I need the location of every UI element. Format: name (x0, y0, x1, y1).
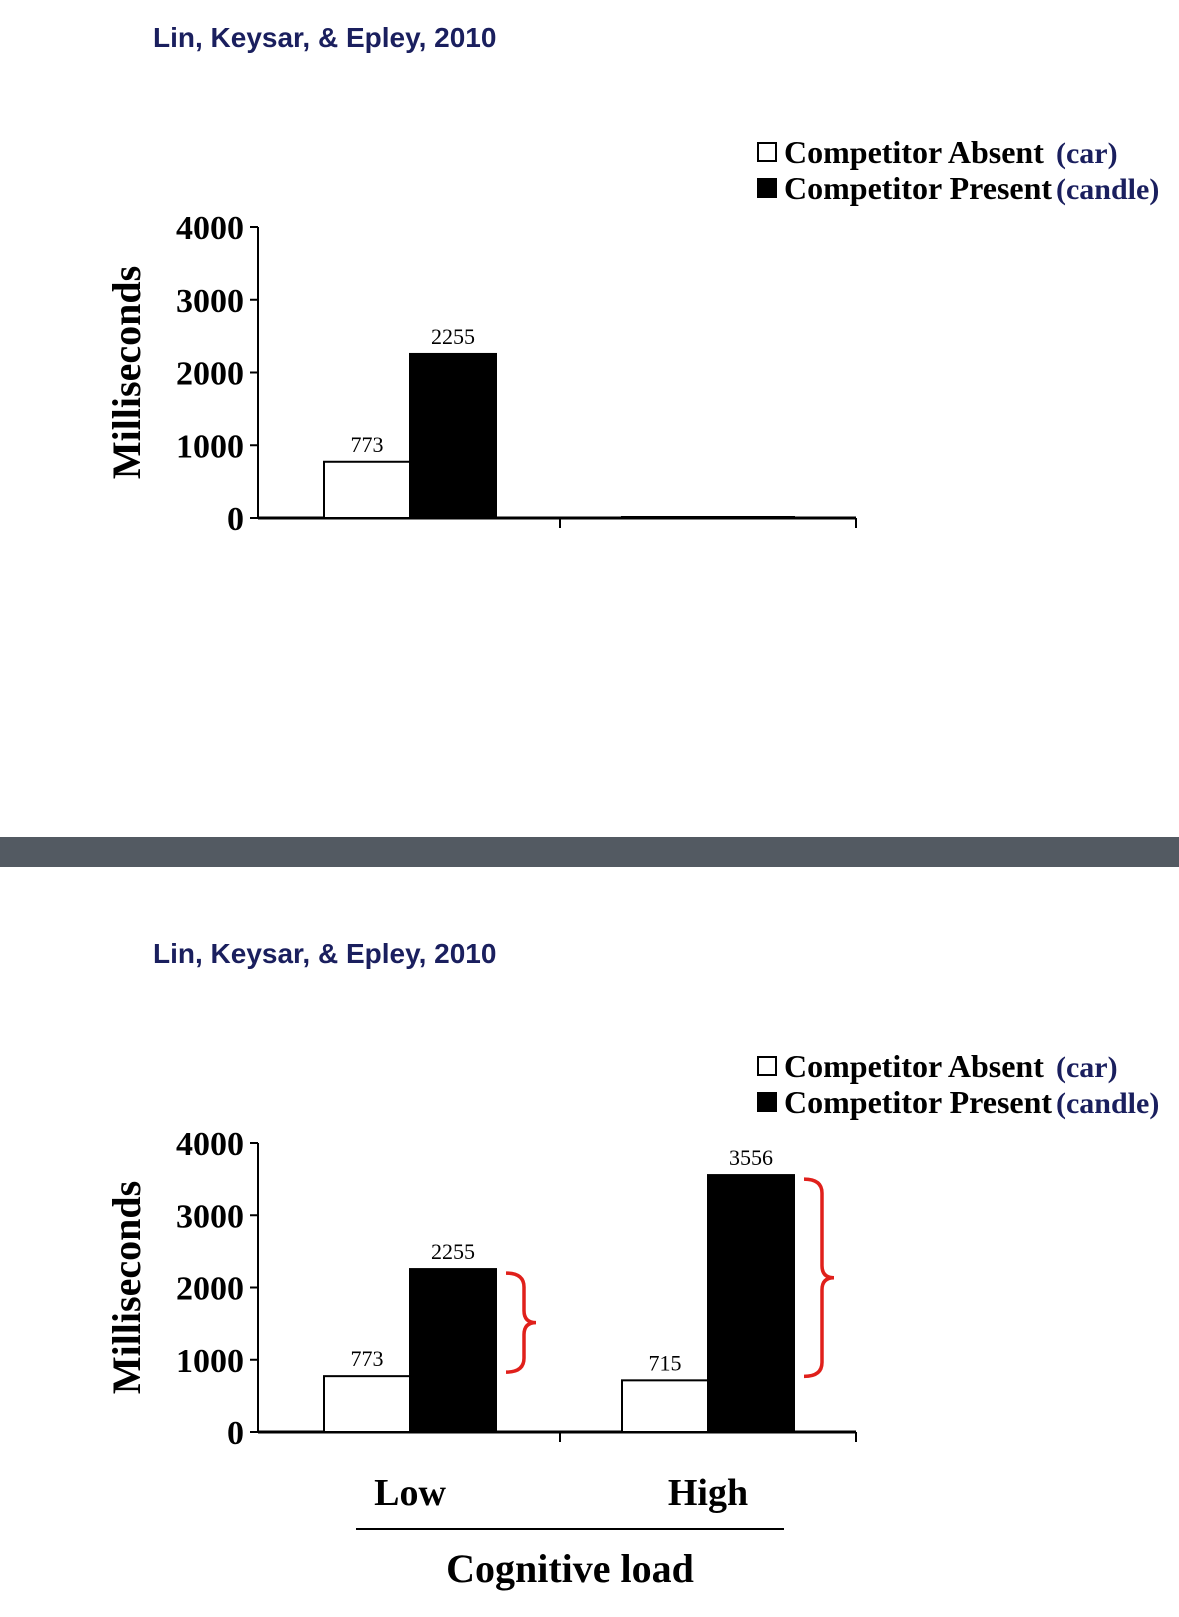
y-tick-label: 4000 (176, 210, 244, 247)
y-tick-label: 1000 (176, 428, 244, 466)
legend-swatch (758, 1093, 776, 1111)
legend-swatch (758, 179, 776, 197)
legend-note: (candle) (1056, 173, 1160, 206)
data-label: 2255 (431, 323, 475, 349)
x-axis-title: Cognitive load (446, 1546, 694, 1591)
legend-label: Competitor Absent (784, 134, 1044, 170)
legend-note: (car) (1056, 1051, 1118, 1084)
data-label: 773 (350, 1346, 384, 1372)
y-tick-label: 3000 (176, 282, 244, 320)
legend-label: Competitor Present (784, 1084, 1053, 1120)
category-label: Low (374, 1472, 446, 1514)
y-tick-label: 2000 (176, 355, 244, 393)
citation: Lin, Keysar, & Epley, 2010 (153, 938, 497, 969)
y-tick-label: 3000 (176, 1198, 244, 1236)
y-tick-label: 1000 (176, 1342, 244, 1380)
y-axis-title: Milliseconds (104, 1180, 149, 1395)
legend-label: Competitor Absent (784, 1048, 1044, 1084)
slide-2 (0, 867, 1179, 1617)
citation: Lin, Keysar, & Epley, 2010 (153, 22, 497, 53)
bar (622, 1380, 708, 1432)
y-tick-label: 0 (227, 1415, 244, 1452)
data-label: 3556 (729, 1145, 773, 1171)
legend-label: Competitor Present (784, 170, 1053, 206)
data-label: 715 (648, 1350, 682, 1376)
legend-note: (candle) (1056, 1087, 1160, 1120)
bar (410, 354, 496, 518)
bar (708, 517, 794, 518)
bar (324, 462, 410, 518)
legend-swatch (758, 143, 776, 161)
data-label: 2255 (431, 1239, 475, 1265)
y-tick-label: 0 (227, 501, 244, 538)
brace-annotation (804, 1179, 834, 1376)
data-label: 773 (350, 431, 384, 457)
bar (622, 517, 708, 518)
legend-swatch (758, 1057, 776, 1075)
bar (708, 1175, 794, 1432)
y-axis-title: Milliseconds (104, 265, 149, 480)
y-tick-label: 4000 (176, 1126, 244, 1163)
category-label: High (667, 1472, 749, 1514)
legend-note: (car) (1056, 137, 1118, 170)
bar-chart (0, 867, 1179, 1617)
brace-annotation (506, 1273, 536, 1372)
y-tick-label: 2000 (176, 1270, 244, 1308)
bar (324, 1376, 410, 1432)
bar (410, 1269, 496, 1432)
slide-divider (0, 837, 1179, 867)
